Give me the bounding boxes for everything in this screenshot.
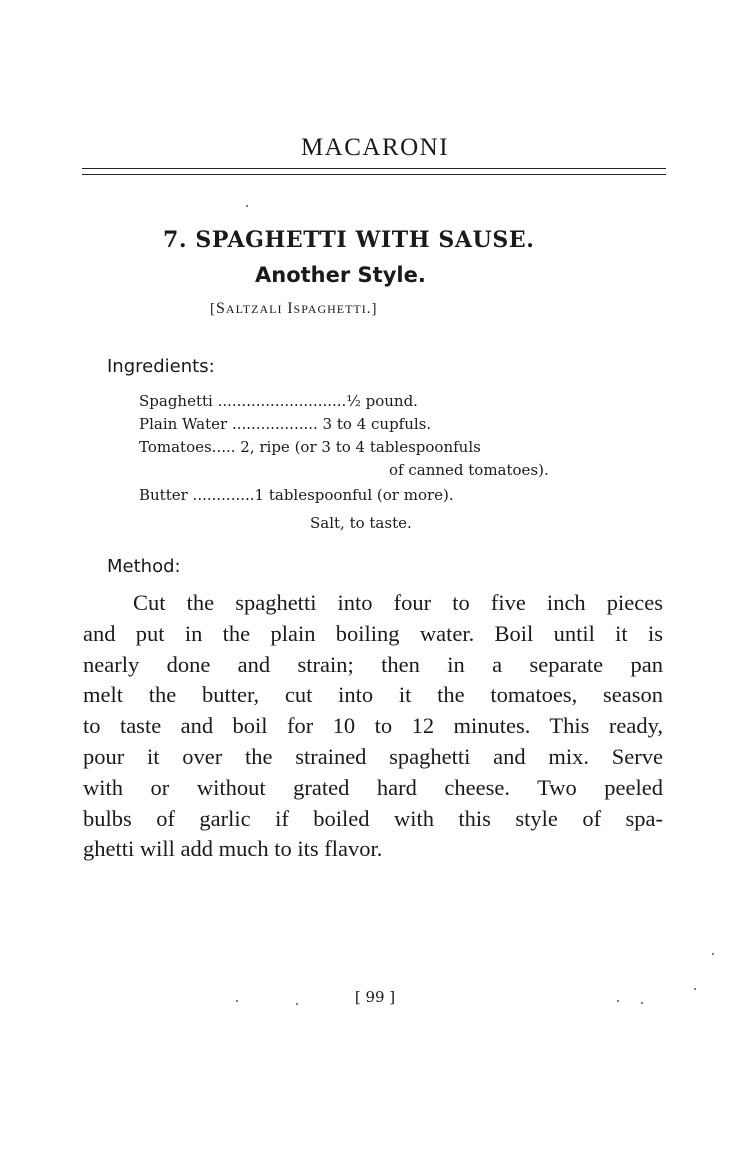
alt-name-word1-initial: S	[216, 300, 226, 317]
method-line: melt the butter, cut into it the tomatoes, season	[83, 682, 663, 708]
page-number: [ 99 ]	[354, 988, 396, 1006]
recipe-alternate-name	[210, 300, 378, 318]
ingredient-line: Plain Water .................. 3 to 4 cupfuls.	[139, 415, 432, 433]
ingredient-line: Tomatoes..... 2, ripe (or 3 to 4 tablespoonfuls	[139, 438, 481, 456]
alt-name-open-bracket: [	[210, 301, 216, 317]
running-head: MACARONI	[300, 134, 450, 161]
ingredient-line: Spaghetti ...........................½ pound.	[139, 392, 418, 410]
print-speck	[236, 1000, 238, 1002]
print-speck	[296, 1003, 298, 1005]
print-speck	[712, 953, 714, 955]
method-line: bulbs of garlic if boiled with this style of spa-	[83, 805, 663, 831]
print-speck	[246, 205, 248, 207]
recipe-title: 7. SPAGHETTI WITH SAUSE.	[163, 227, 535, 253]
header-rule-upper	[82, 168, 666, 169]
print-speck	[617, 1000, 619, 1002]
ingredient-line: Butter .............1 tablespoonful (or more).	[139, 486, 454, 504]
ingredient-line: Salt, to taste.	[310, 514, 412, 532]
ingredients-heading: Ingredients:	[107, 356, 215, 377]
method-line: to taste and boil for 10 to 12 minutes. This ready,	[83, 713, 663, 739]
method-line: with or without grated hard cheese. Two peeled	[83, 774, 663, 800]
print-speck	[694, 988, 696, 990]
alt-name-word1-rest: ALTZALI	[225, 302, 283, 316]
print-speck	[641, 1002, 643, 1004]
method-line: pour it over the strained spaghetti and mix. Serve	[83, 743, 663, 769]
method-line: and put in the plain boiling water. Boil until it is	[83, 620, 663, 646]
ingredient-line: of canned tomatoes).	[389, 461, 549, 479]
alt-name-word2-initial: I	[287, 300, 294, 317]
alt-name-close-bracket: .]	[366, 301, 378, 317]
method-line: ghetti will add much to its flavor.	[83, 836, 383, 862]
method-line: Cut the spaghetti into four to five inch pieces	[133, 590, 663, 615]
header-rule-lower	[82, 174, 666, 175]
alt-name-word2-rest: SPAGHETTI	[293, 302, 367, 316]
method-paragraph	[83, 588, 663, 865]
method-heading: Method:	[107, 556, 181, 577]
method-line: nearly done and strain; then in a separate pan	[83, 651, 663, 677]
recipe-subtitle: Another Style.	[255, 263, 426, 287]
